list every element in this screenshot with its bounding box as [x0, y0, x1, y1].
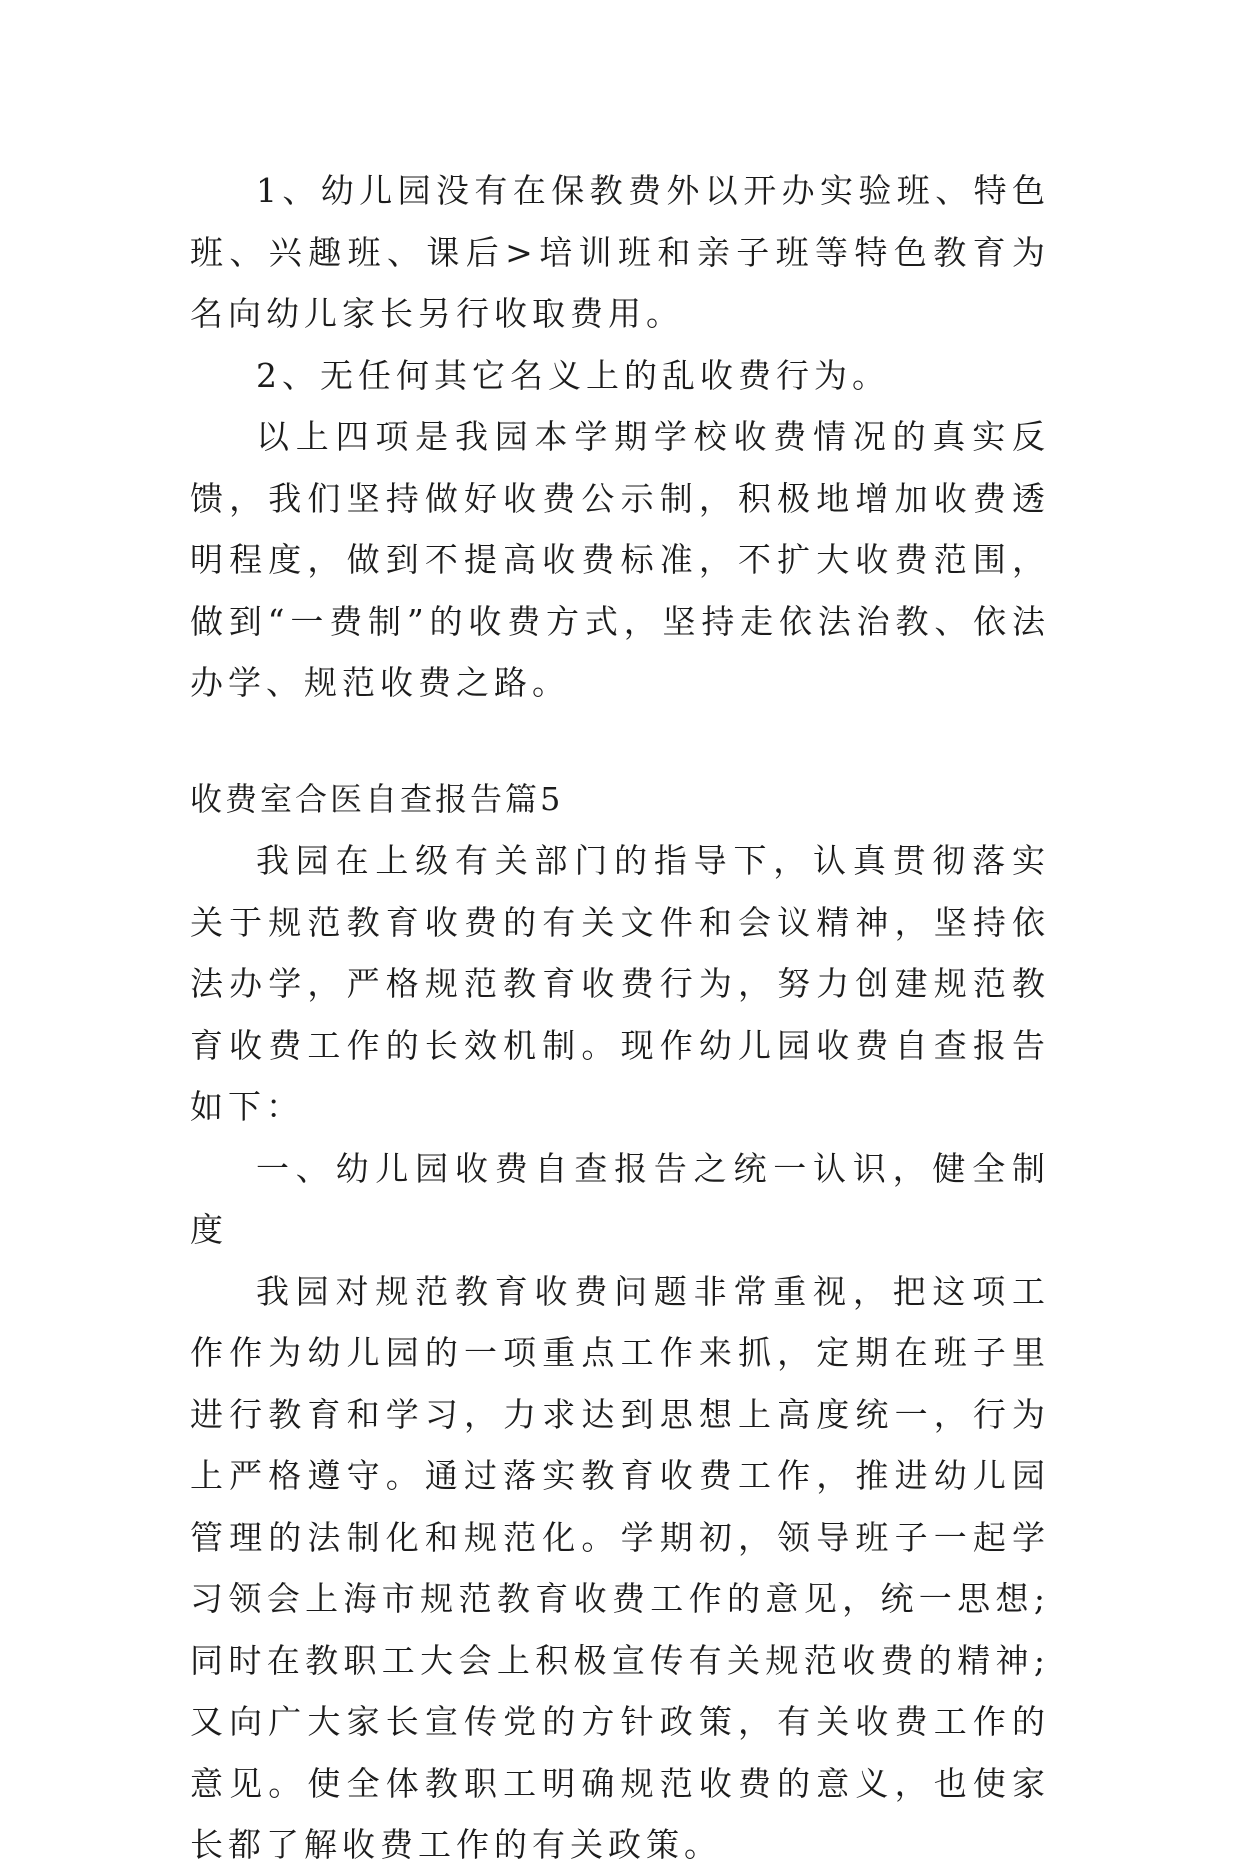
section-heading: 收费室合医自查报告篇5 — [190, 779, 564, 818]
paragraph-body: 我园对规范教育收费问题非常重视，把这项工作作为幼儿园的一项重点工作来抓，定期在班子里进行教育和学习，力求达到思想上高度统一，行为上严格遵守。通过落实教育收费工作，推进幼儿园管理的法制化和规范化。学期初，领导班子一起学习领会上海市规范教育收费工作的意见，统一思想;同时在教职工大会上积极宣传有关规范收费的精神;又向广大家长宣传党的方针政策，有关收费工作的意见。使全体教职工明确规范收费的意义，也使家长都了解收费工作的有关政策。 — [190, 1271, 1050, 1864]
paragraph-summary: 以上四项是我园本学期学校收费情况的真实反馈，我们坚持做好收费公示制，积极地增加收费透明程度，做到不提高收费标准，不扩大收费范围，做到“一费制”的收费方式，坚持走依法治教、依法办学、规范收费之路。 — [190, 417, 1050, 702]
paragraph-item-2: 2、无任何其它名义上的乱收费行为。 — [256, 355, 890, 395]
paragraph-item-1: 1、幼儿园没有在保教费外以开办实验班、特色班、兴趣班、课后>培训班和亲子班等特色教育为名向幼儿家长另行收取费用。 — [190, 171, 1050, 333]
paragraph-subheading: 一、幼儿园收费自查报告之统一认识，健全制度 — [190, 1148, 1050, 1249]
document-body — [190, 160, 1050, 1876]
paragraph-intro: 我园在上级有关部门的指导下，认真贯彻落实关于规范教育收费的有关文件和会议精神，坚持依法办学，严格规范教育收费行为，努力创建规范教育收费工作的长效机制。现作幼儿园收费自查报告如下： — [190, 841, 1050, 1126]
